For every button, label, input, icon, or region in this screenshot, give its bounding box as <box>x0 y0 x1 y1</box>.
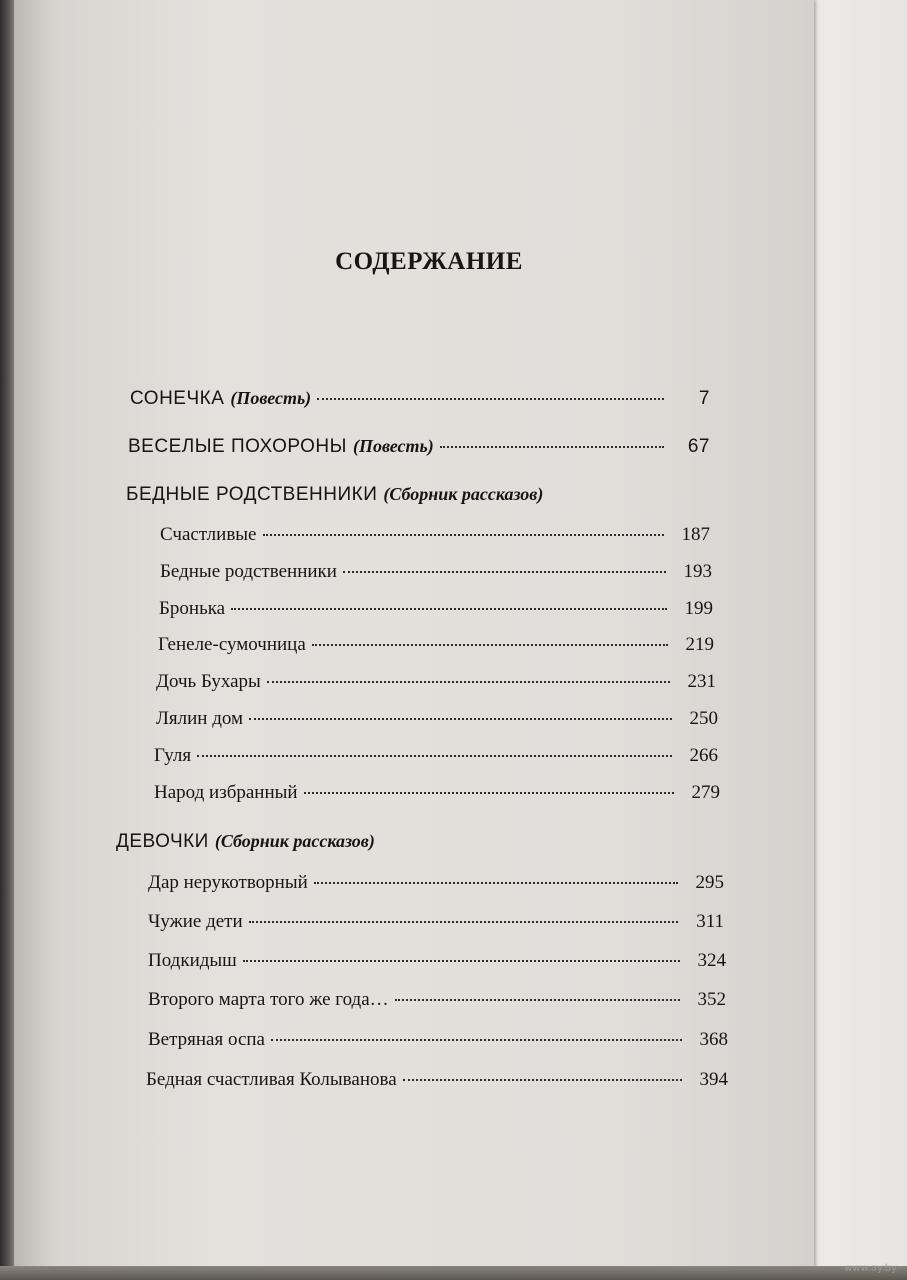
toc-story <box>158 634 714 656</box>
story-page: 199 <box>684 598 713 619</box>
toc-story <box>159 598 713 620</box>
contents-page <box>14 0 814 1272</box>
story-page: 311 <box>696 911 724 932</box>
story-title: Лялин дом <box>156 708 244 729</box>
toc-entry-sonechka <box>130 388 710 410</box>
story-title: Бедная счастливая Колыванова <box>146 1069 397 1090</box>
story-title: Народ избранный <box>154 782 298 803</box>
story-title: Чужие дети <box>148 911 243 932</box>
collection-heading-devochki <box>116 831 375 853</box>
story-page: 231 <box>687 671 716 692</box>
story-title: Бронька <box>159 598 226 619</box>
story-page: 352 <box>697 989 726 1010</box>
collection-heading-bednye-rodstvenniki <box>126 484 543 506</box>
entry-page: 7 <box>698 388 710 409</box>
toc-story <box>148 911 724 933</box>
story-page: 266 <box>689 745 718 766</box>
toc-story <box>156 708 718 730</box>
toc-story <box>148 1029 728 1051</box>
toc-story <box>148 989 726 1011</box>
collection-type: (Сборник рассказов) <box>383 484 544 504</box>
leader-dots <box>440 446 664 448</box>
story-page: 368 <box>699 1029 728 1050</box>
toc-story <box>146 1069 728 1091</box>
toc-story <box>148 872 724 894</box>
table-surface <box>0 1266 907 1280</box>
leader-dots <box>249 921 678 923</box>
story-page: 295 <box>695 872 724 893</box>
entry-title: ВЕСЕЛЫЕ ПОХОРОНЫ <box>128 436 347 457</box>
leader-dots <box>317 398 664 400</box>
leader-dots <box>243 960 680 962</box>
story-page: 187 <box>681 524 710 545</box>
toc-story <box>160 524 710 546</box>
story-page: 193 <box>683 561 712 582</box>
toc-story <box>160 561 712 583</box>
leader-dots <box>343 571 666 573</box>
leader-dots <box>231 608 667 610</box>
story-title: Второго марта того же года… <box>148 989 389 1010</box>
story-page: 394 <box>699 1069 728 1090</box>
leader-dots <box>403 1079 682 1081</box>
story-page: 250 <box>689 708 718 729</box>
entry-title: СОНЕЧКА <box>130 388 225 409</box>
leader-dots <box>271 1039 682 1041</box>
collection-title: ДЕВОЧКИ <box>116 831 209 852</box>
toc-entry-veselye-pokhorony <box>128 436 710 458</box>
toc-story <box>154 745 718 767</box>
leader-dots <box>304 792 674 794</box>
story-page: 279 <box>691 782 720 803</box>
site-watermark: www.ay.by <box>844 1263 897 1274</box>
leader-dots <box>197 755 672 757</box>
leader-dots <box>249 718 672 720</box>
entry-type: (Повесть) <box>352 436 434 456</box>
story-title: Дар нерукотворный <box>148 872 308 893</box>
leader-dots <box>267 681 670 683</box>
page-title: СОДЕРЖАНИЕ <box>335 248 523 275</box>
leader-dots <box>395 999 680 1001</box>
toc-story <box>148 950 726 972</box>
story-title: Гуля <box>154 745 192 766</box>
story-title: Счастливые <box>160 524 257 545</box>
story-title: Подкидыш <box>148 950 237 971</box>
toc-story <box>156 671 716 693</box>
story-page: 219 <box>685 634 714 655</box>
story-title: Дочь Бухары <box>156 671 261 692</box>
leader-dots <box>263 534 665 536</box>
story-title: Ветряная оспа <box>148 1029 265 1050</box>
collection-type: (Сборник рассказов) <box>214 831 375 851</box>
entry-page: 67 <box>687 436 710 457</box>
leader-dots <box>312 644 668 646</box>
leader-dots <box>314 882 678 884</box>
entry-type: (Повесть) <box>230 388 312 408</box>
story-title: Генеле-сумочница <box>158 634 306 655</box>
toc-story <box>154 782 720 804</box>
story-page: 324 <box>697 950 726 971</box>
story-title: Бедные родственники <box>160 561 337 582</box>
collection-title: БЕДНЫЕ РОДСТВЕННИКИ <box>126 484 378 505</box>
